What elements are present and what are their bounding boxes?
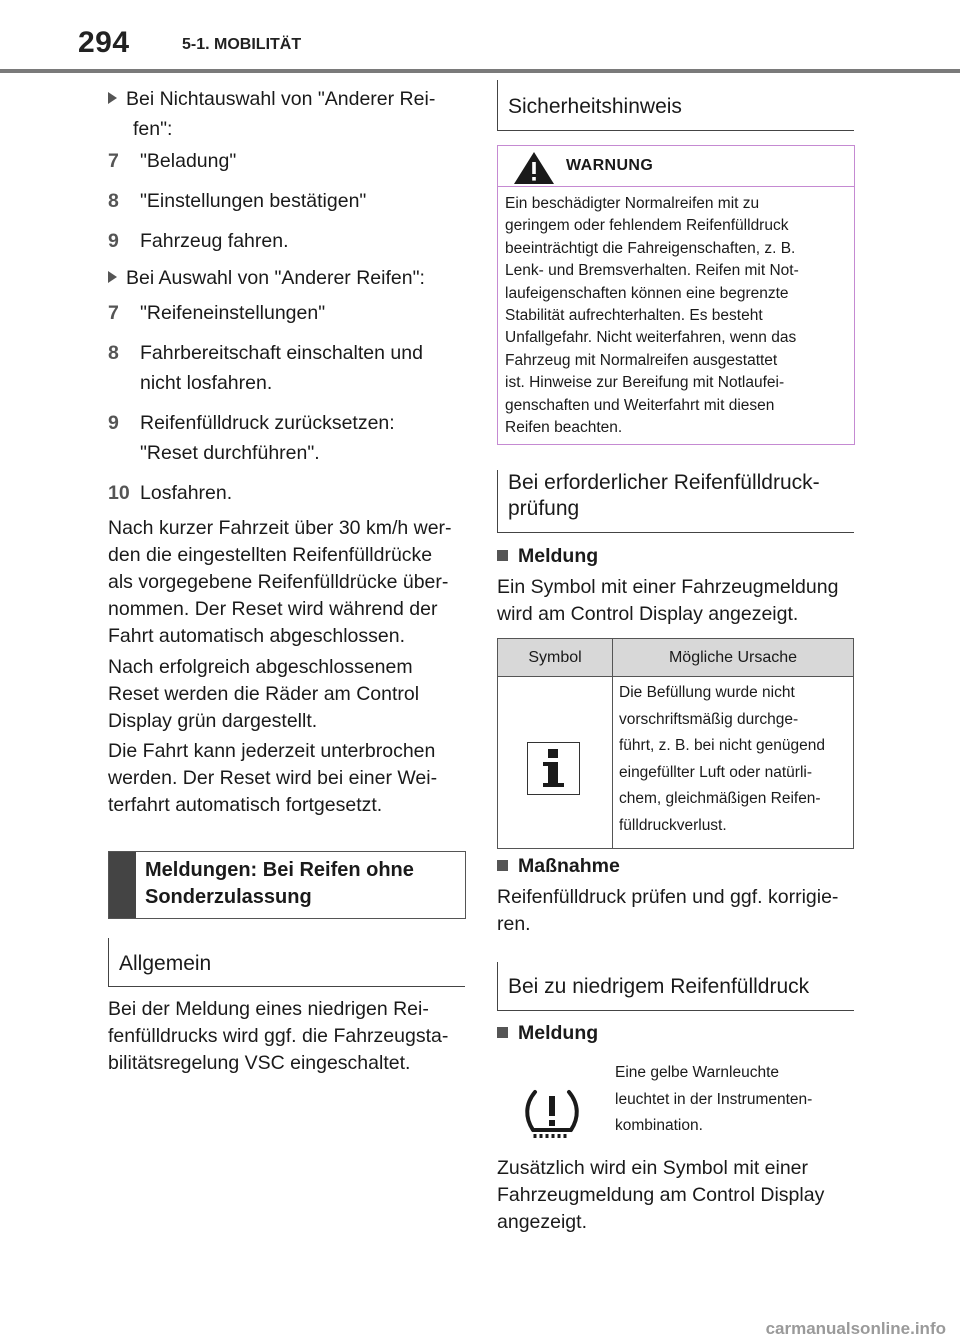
measure-label: Maßnahme [497, 853, 620, 880]
warning-triangle-icon [512, 150, 556, 186]
header-divider [0, 69, 960, 73]
square-bullet-icon [497, 1027, 508, 1038]
square-bullet-icon [497, 860, 508, 871]
table-header-cause: Mögliche Ursache [613, 639, 854, 677]
measure-text: Reifenfülldruck prüfen und ggf. korrigie- ren. [497, 886, 839, 935]
step-item: 8 "Einstellungen bestätigen" [108, 190, 367, 212]
info-icon [527, 742, 580, 795]
heading-accent-bar [109, 852, 136, 918]
pressure-check-heading: Bei erforderlicher Reifenfülldruck- prüfung [497, 470, 854, 533]
additional-text: Zusätzlich wird ein Symbol mit einer Fahrzeugmeldung am Control Display angezeigt. [497, 1157, 825, 1233]
step-item: 7 "Reifeneinstellungen" [108, 302, 326, 324]
subheading-general: Allgemein [108, 938, 465, 987]
section-title: 5-1. MOBILITÄT [182, 36, 302, 53]
tire-pressure-warning-icon [521, 1084, 583, 1140]
bullet-other-tires: Bei Auswahl von "Anderer Reifen": [108, 265, 425, 292]
step-item: 7 "Beladung" [108, 150, 237, 172]
cause-cell: Die Befüllung wurde nicht vorschriftsmäßig durchge- führt, z. B. bei nicht genügend eingefüllter Luft oder natürli- chem, gleichmäßigen Reifen- fülldruckverlust. [613, 677, 854, 849]
page-number: 294 [78, 26, 130, 59]
message-label-2: Meldung [497, 1020, 598, 1047]
step-list-b [108, 300, 423, 514]
warning-text: Ein beschädigter Normalreifen mit zu geringem oder fehlendem Reifenfülldruck beeinträchtigt die Fahreigenschaften, z. B. Lenk- und Bremsverhalten. Reifen mit Not- laufeigenschaften können eine begrenzte Stabilität aufrechterhalten. Es besteht Unfallgefahr. Nicht weiterfahren, wenn das Fahrzeug mit Normalreifen ausgestattet ist. Hinweise zur Bereifung mit Notlaufei- genschaften und Weiterfahrt mit diesen Reifen beachten. [505, 195, 799, 437]
watermark: carmanualsonline.info [765, 1319, 946, 1338]
safety-heading: Sicherheitshinweis [497, 80, 854, 131]
warning-box [497, 145, 855, 445]
message-label-1: Meldung [497, 543, 598, 570]
messages-heading: Meldungen: Bei Reifen ohne Sonderzulassung [145, 859, 414, 908]
messages-heading-box [108, 851, 466, 919]
triangle-bullet-icon [108, 271, 117, 283]
triangle-bullet-icon [108, 92, 117, 104]
warning-header [498, 146, 854, 187]
low-pressure-heading: Bei zu niedrigem Reifenfülldruck [497, 962, 854, 1011]
step-item: 10 Losfahren. [108, 482, 233, 504]
step-list-a [108, 148, 366, 268]
step-item: 9 Reifenfülldruck zurücksetzen: "Reset durchführen". [108, 412, 395, 464]
warning-title: WARNUNG [566, 157, 654, 174]
bullet-no-other-tires: Bei Nichtauswahl von "Anderer Rei- fen": [108, 86, 435, 146]
square-bullet-icon [497, 550, 508, 561]
paragraph-interrupt: Die Fahrt kann jederzeit unterbrochen werden. Der Reset wird bei einer Wei- terfahrt automatisch fortgesetzt. [108, 740, 438, 816]
paragraph-reset-success: Nach erfolgreich abgeschlossenem Reset werden die Räder am Control Display grün dargestellt. [108, 656, 420, 732]
tire-warning-text: Eine gelbe Warnleuchte leuchtet in der Instrumenten- kombination. [615, 1064, 813, 1134]
step-item: 8 Fahrbereitschaft einschalten und nicht losfahren. [108, 342, 423, 394]
step-item: 9 Fahrzeug fahren. [108, 230, 289, 252]
general-text: Bei der Meldung eines niedrigen Rei- fenfülldrucks wird ggf. die Fahrzeugsta- bilitätsregelung VSC eingeschaltet. [108, 998, 449, 1074]
table-header-symbol: Symbol [498, 639, 613, 677]
paragraph-reset-info: Nach kurzer Fahrzeit über 30 km/h wer- den die eingestellten Reifenfülldrücke als vorgegebene Reifenfülldrücke über- nommen. Der Reset wird während der Fahrt automatisch abgeschlossen. [108, 517, 452, 647]
message-text-1: Ein Symbol mit einer Fahrzeugmeldung wird am Control Display angezeigt. [497, 576, 839, 625]
